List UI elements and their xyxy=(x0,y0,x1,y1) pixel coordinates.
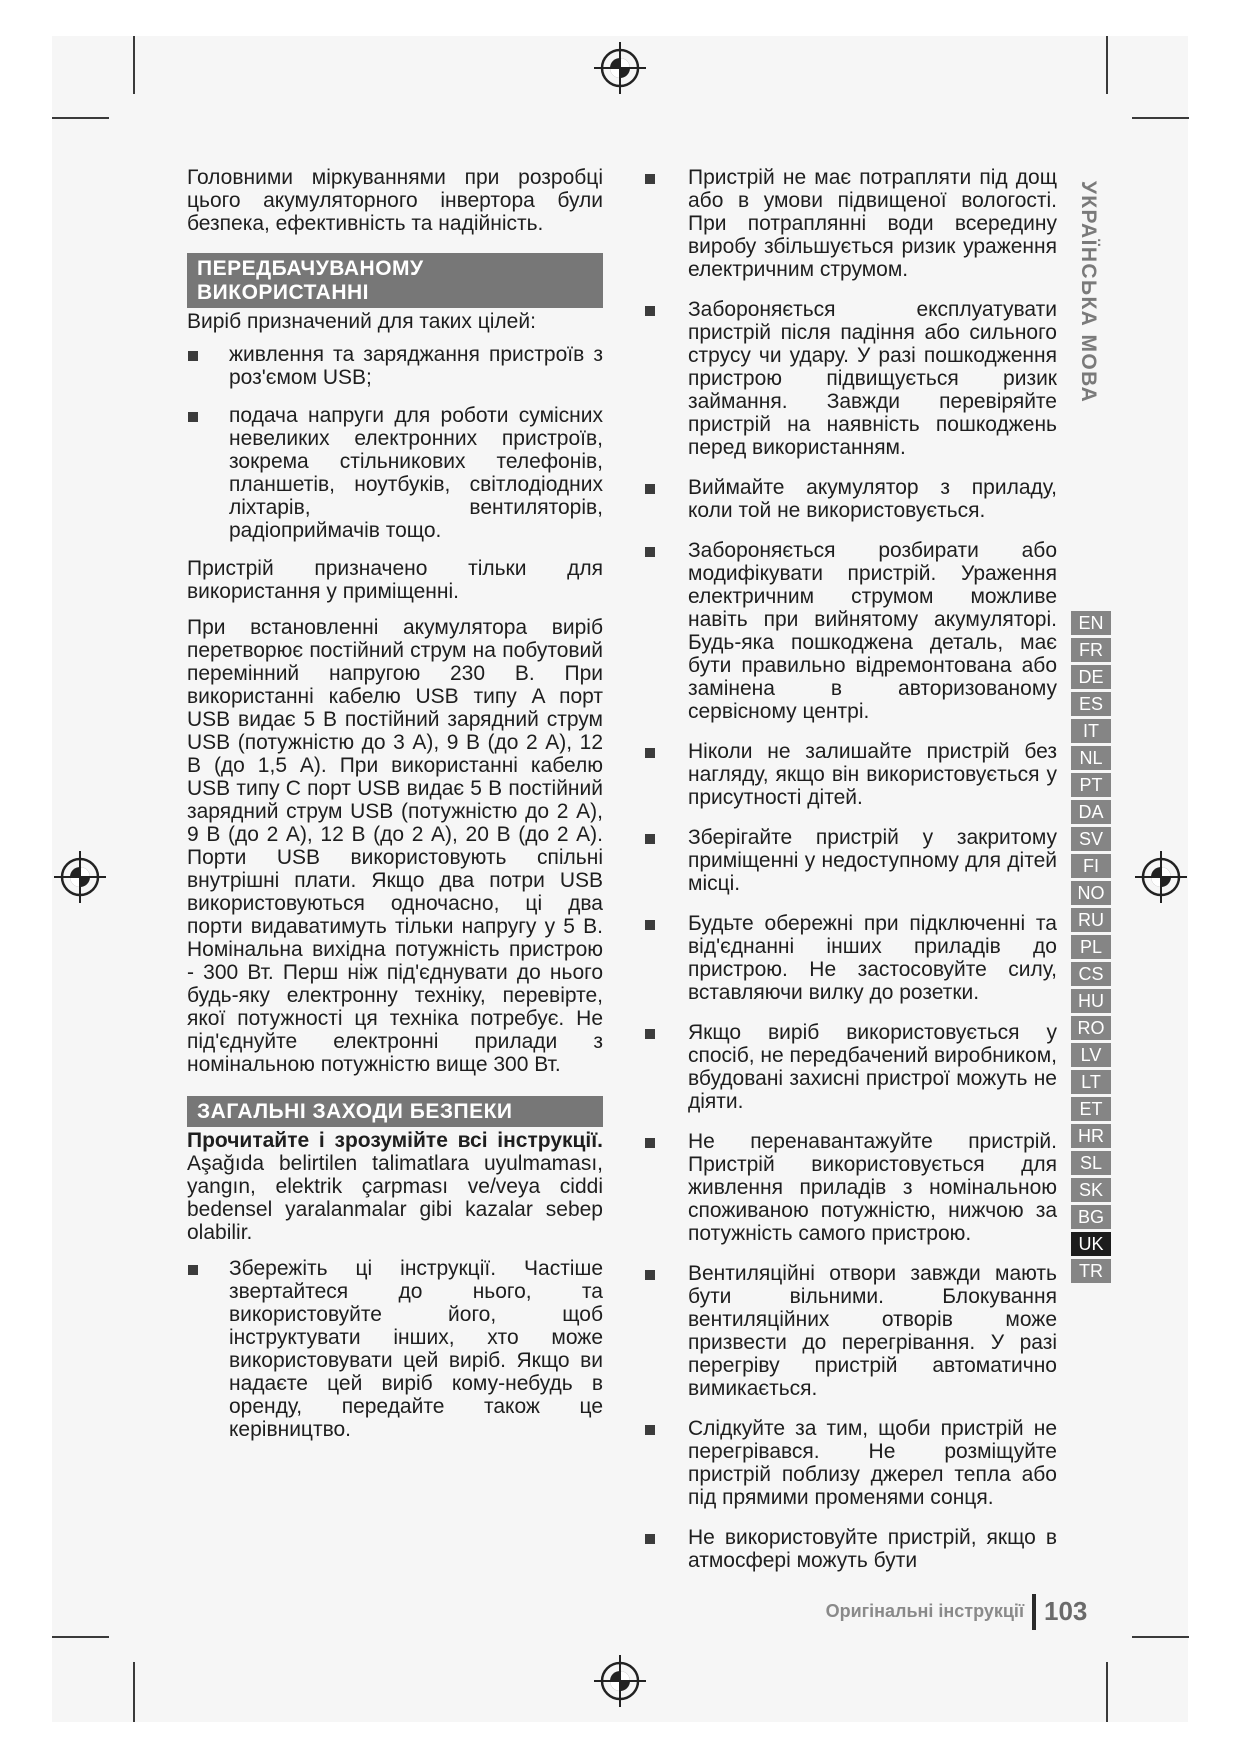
crop-mark xyxy=(52,117,109,119)
safety-intro-text: Aşağıda belirtilen talimatlara uyulmaması, yangın, elektrik çarpması ve/veya ciddi bedensel yaralanmalar gibi kazalar sebep olabilir. xyxy=(187,1152,603,1244)
language-tab[interactable]: PT xyxy=(1071,773,1111,797)
language-tab[interactable]: SV xyxy=(1071,827,1111,851)
crop-mark xyxy=(1106,1662,1108,1722)
footer-label: Оригінальні інструкції xyxy=(825,1601,1024,1621)
crop-mark xyxy=(1132,117,1189,119)
language-section-title: УКРАЇНСЬКА МОВА xyxy=(1077,180,1100,404)
language-tab[interactable]: IT xyxy=(1071,719,1111,743)
page-footer xyxy=(760,1594,1160,1630)
list-item: Зберігайте пристрій у закритому приміщенні у недоступному для дітей місці. xyxy=(643,826,1057,895)
list-item: Пристрій не має потрапляти під дощ або в умови підвищеної вологості. При потраплянні води всередину виробу збільшується ризик ураження електричним струмом. xyxy=(643,166,1057,281)
list-item: Будьте обережні при підключенні та від'єднанні інших приладів до пристрою. Не застосовуйте силу, вставляючи вилку до розетки. xyxy=(643,912,1057,1004)
bullet-square-icon xyxy=(645,1534,655,1544)
list-item: подача напруги для роботи сумісних невеликих електронних пристроїв, зокрема стільникових телефонів, планшетів, ноутбуків, світлодіодних ліхтарів, вентиляторів, радіоприймачів тощо. xyxy=(187,404,603,542)
bullet-square-icon xyxy=(188,351,198,361)
crop-mark xyxy=(1132,1636,1189,1638)
language-tab[interactable]: BG xyxy=(1071,1205,1111,1229)
list-item: Якщо виріб використовується у спосіб, не передбачений виробником, вбудовані захисні пристрої можуть не діяти. xyxy=(643,1021,1057,1113)
right-column xyxy=(643,166,1057,1589)
list-item: Виймайте акумулятор з приладу, коли той не використовується. xyxy=(643,476,1057,522)
language-tab[interactable]: DA xyxy=(1071,800,1111,824)
registration-mark-icon xyxy=(52,849,108,905)
language-tab[interactable]: SL xyxy=(1071,1151,1111,1175)
list-item: Вентиляційні отвори завжди мають бути вільними. Блокування вентиляційних отворів може призвести до перегрівання. У разі перегріву пристрій автоматично вимикається. xyxy=(643,1262,1057,1400)
language-tab[interactable]: HU xyxy=(1071,989,1111,1013)
crop-mark xyxy=(133,36,135,94)
crop-mark xyxy=(1106,36,1108,94)
intro-paragraph: Головними міркуваннями при розробці цього акумуляторного інвертора були безпека, ефективність та надійність. xyxy=(187,166,603,235)
language-tab[interactable]: ES xyxy=(1071,692,1111,716)
language-tab[interactable]: CS xyxy=(1071,962,1111,986)
section-heading-intended-use: ПЕРЕДБАЧУВАНОМУ ВИКОРИСТАННІ xyxy=(187,253,603,308)
language-tab[interactable]: RU xyxy=(1071,908,1111,932)
list-item: Не перенавантажуйте пристрій. Пристрій використовується для живлення приладів з номінальною споживаною потужністю, нижчою за потужність самого пристрою. xyxy=(643,1130,1057,1245)
language-tabs xyxy=(1071,611,1111,1286)
list-item: живлення та заряджання пристроїв з роз'ємом USB; xyxy=(187,343,603,389)
language-tab[interactable]: NL xyxy=(1071,746,1111,770)
language-tab[interactable]: RO xyxy=(1071,1016,1111,1040)
bullet-square-icon xyxy=(645,1029,655,1039)
page-number: 103 xyxy=(1044,1596,1088,1626)
use-intro: Виріб призначений для таких цілей: xyxy=(187,310,536,333)
bullet-square-icon xyxy=(645,174,655,184)
indoor-use-paragraph: Пристрій призначено тільки для використання у приміщенні. xyxy=(187,557,603,603)
language-tab[interactable]: NO xyxy=(1071,881,1111,905)
language-tab[interactable]: UK xyxy=(1071,1232,1111,1256)
bullet-square-icon xyxy=(645,834,655,844)
section-heading-safety: ЗАГАЛЬНІ ЗАХОДИ БЕЗПЕКИ xyxy=(187,1096,603,1127)
language-tab[interactable]: LV xyxy=(1071,1043,1111,1067)
bullet-square-icon xyxy=(645,920,655,930)
language-tab[interactable]: TR xyxy=(1071,1259,1111,1283)
bullet-square-icon xyxy=(645,547,655,557)
language-tab[interactable]: FR xyxy=(1071,638,1111,662)
language-tab[interactable]: DE xyxy=(1071,665,1111,689)
registration-mark-icon xyxy=(592,1653,648,1709)
language-tab[interactable]: EN xyxy=(1071,611,1111,635)
language-tab[interactable]: ET xyxy=(1071,1097,1111,1121)
language-tab[interactable]: SK xyxy=(1071,1178,1111,1202)
list-item: Ніколи не залишайте пристрій без нагляду, якщо він використовується у присутності дітей. xyxy=(643,740,1057,809)
list-item: Слідкуйте за тим, щоби пристрій не перегрівався. Не розміщуйте пристрій поблизу джерел тепла або під прямими променями сонця. xyxy=(643,1417,1057,1509)
language-tab[interactable]: HR xyxy=(1071,1124,1111,1148)
crop-mark xyxy=(52,1636,109,1638)
bullet-square-icon xyxy=(645,484,655,494)
list-item: Забороняється експлуатувати пристрій після падіння або сильного струсу чи удару. У разі пошкодження пристрою підвищується ризик займання. Завжди перевіряйте пристрій на наявність пошкоджень перед використанням. xyxy=(643,298,1057,459)
footer-divider xyxy=(1032,1594,1036,1630)
bullet-square-icon xyxy=(645,306,655,316)
list-item: Забороняється розбирати або модифікувати пристрій. Ураження електричним струмом можливе навіть при вийнятому акумуляторі. Будь-яка пошкоджена деталь, має бути правильно відремонтована або замінена в авторизованому сервісному центрі. xyxy=(643,539,1057,723)
bullet-square-icon xyxy=(645,1425,655,1435)
language-tab[interactable]: FI xyxy=(1071,854,1111,878)
bullet-square-icon xyxy=(188,1265,198,1275)
bullet-square-icon xyxy=(188,412,198,422)
registration-mark-icon xyxy=(592,40,648,96)
language-tab[interactable]: PL xyxy=(1071,935,1111,959)
list-item: Не використовуйте пристрій, якщо в атмосфері можуть бути xyxy=(643,1526,1057,1572)
bullet-square-icon xyxy=(645,1138,655,1148)
safety-intro-bold: Прочитайте і зрозумійте всі інструкції. xyxy=(187,1129,603,1152)
left-column xyxy=(187,166,603,1456)
language-tab[interactable]: LT xyxy=(1071,1070,1111,1094)
list-item: Збережіть ці інструкції. Частіше звертайтеся до нього, та використовуйте його, щоб інструктувати інших, хто може використовувати цей виріб. Якщо ви надаєте цей виріб кому-небудь в оренду, передайте також це керівництво. xyxy=(187,1257,603,1441)
bullet-square-icon xyxy=(645,1270,655,1280)
registration-mark-icon xyxy=(1133,849,1189,905)
safety-intro xyxy=(187,1129,603,1244)
crop-mark xyxy=(133,1662,135,1722)
bullet-square-icon xyxy=(645,748,655,758)
description-paragraph: При встановленні акумулятора виріб перетворює постійний струм на побутовий перемінний напругою 230 В. При використанні кабелю USB типу A порт USB видає 5 В постійний зарядний струм USB (потужністю до 3 A), 9 В (до 2 A), 12 В (до 1,5 A). При використанні кабелю USB типу C порт USB видає 5 В постійний зарядний струм USB (потужністю до 2 A), 9 В (до 2 A), 12 В (до 2 A), 20 В (до 2 A). Порти USB використовують спільні внутрішні плати. Якщо два потри USB використовуються одночасно, ці два порти видаватимуть тільки напругу у 5 В. Номінальна вихідна потужність пристрою - 300 Вт. Перш ніж під'єднувати до нього будь-яку електронну техніку, перевірте, якої потужності ця техніка потребує. Не під'єднуйте електронні прилади з номінальною потужністю вище 300 Вт. xyxy=(187,616,603,1076)
